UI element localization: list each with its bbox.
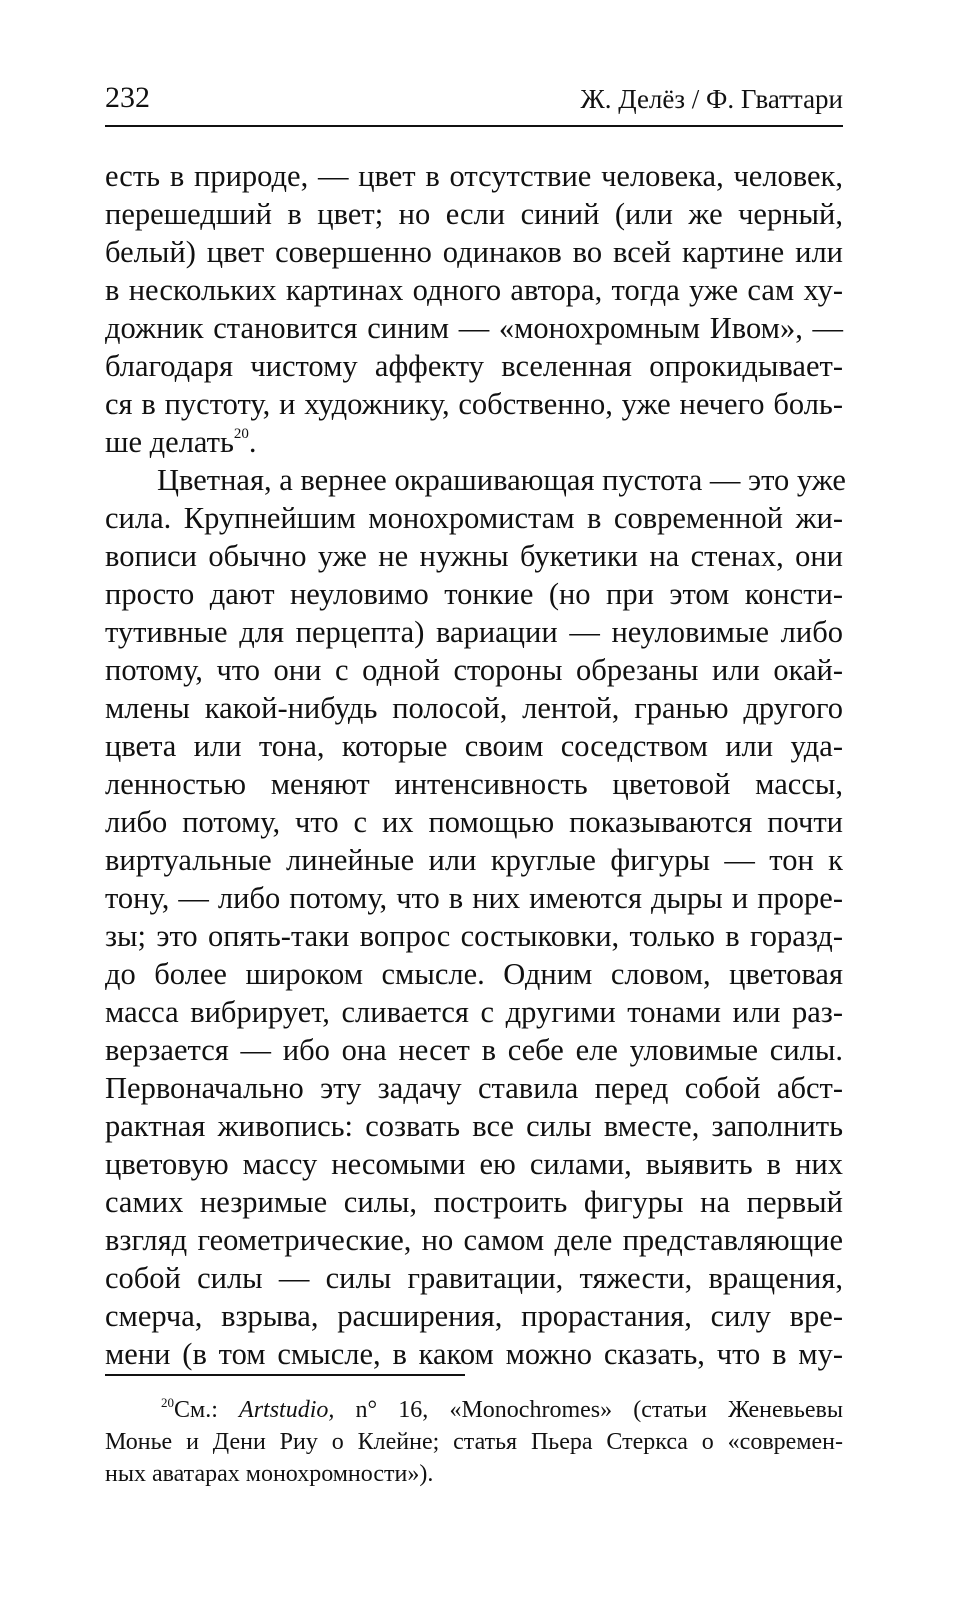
text-line: тону, — либо потому, что в них имеются дыры и проре- [105, 881, 843, 915]
text-line: смерча, взрыва, расширения, прорастания, силу вре- [105, 1299, 843, 1333]
text-line: до более широком смысле. Одним словом, цветовая [105, 957, 843, 991]
text-line: вописи обычно уже не нужны букетики на стенах, они [105, 539, 843, 573]
footnote-line [161, 1395, 843, 1425]
footnote-source-title: Artstudio, [239, 1397, 335, 1423]
text-line: Цветная, а вернее окрашивающая пустота — это уже [157, 463, 846, 497]
text-line: масса вибрирует, сливается с другими тонами или раз- [105, 995, 843, 1029]
text-line: мени (в том смысле, в каком можно сказать, что в му- [105, 1337, 843, 1371]
text-line: млены какой-нибудь полосой, лентой, гранью другого [105, 691, 843, 725]
text-line: ленностью меняют интенсивность цветовой массы, [105, 767, 843, 801]
text-line: самих незримые силы, построить фигуры на первый [105, 1185, 843, 1219]
footnote-line: Монье и Дени Риу о Клейне; статья Пьера Стеркса о «современ- [105, 1429, 843, 1455]
text-line: потому, что они с одной стороны обрезаны или окай- [105, 653, 843, 687]
page-header [105, 76, 843, 120]
header-rule [105, 125, 843, 127]
text-line: есть в природе, — цвет в отсутствие человека, человек, [105, 159, 843, 193]
text-line: сила. Крупнейшим монохромистам в современной жи- [105, 501, 843, 535]
text-line: зы; это опять-таки вопрос состыковки, только в горазд- [105, 919, 843, 953]
text-line: в нескольких картинах одного автора, тогда уже сам ху- [105, 273, 843, 307]
text-line: Первоначально эту задачу ставила перед собой абст- [105, 1071, 843, 1105]
text-line: ся в пустоту, и художнику, собственно, уже нечего боль- [105, 387, 843, 421]
text-line: взгляд геометрические, но самом деле представляющие [105, 1223, 843, 1257]
running-head: Ж. Делёз / Ф. Гваттари [580, 84, 843, 114]
text-line-last [105, 424, 843, 460]
text-line: белый) цвет совершенно одинаков во всей картине или [105, 235, 843, 269]
text-line: либо потому, что с их помощью показываются почти [105, 805, 843, 839]
text-line: благодаря чистому аффекту вселенная опрокидывает- [105, 349, 843, 383]
text-fragment: ше делать [105, 425, 234, 459]
text-line: цветовую массу несомыми ею силами, выявить в них [105, 1147, 843, 1181]
page-number: 232 [105, 81, 150, 114]
text-line: верзается — ибо она несет в себе еле уловимые силы. [105, 1033, 843, 1067]
footnote-rule [105, 1374, 465, 1376]
footnote-lead: См.: [174, 1397, 240, 1423]
text-line: виртуальные линейные или круглые фигуры — тон к [105, 843, 843, 877]
footnote-number: 20 [161, 1395, 174, 1410]
text-line: просто дают неуловимо тонкие (но при этом консти- [105, 577, 843, 611]
text-line: перешедший в цвет; но если синий (или же черный, [105, 197, 843, 231]
footnote-line-last: ных аватарах монохромности»). [105, 1461, 434, 1487]
text-line: цвета или тона, которые своим соседством или уда- [105, 729, 843, 763]
text-line: собой силы — силы гравитации, тяжести, вращения, [105, 1261, 843, 1295]
text-line: рактная живопись: созвать все силы вместе, заполнить [105, 1109, 843, 1143]
text-fragment: . [248, 425, 257, 459]
footnote-reference[interactable]: 20 [233, 426, 249, 442]
footnote-text: n° 16, «Monochromes» (статьи Женевьевы [334, 1397, 843, 1423]
text-line: дожник становится синим — «монохромным Ивом», — [105, 311, 843, 345]
text-line: тутивные для перцепта) вариации — неуловимые либо [105, 615, 843, 649]
book-page [105, 0, 846, 1601]
